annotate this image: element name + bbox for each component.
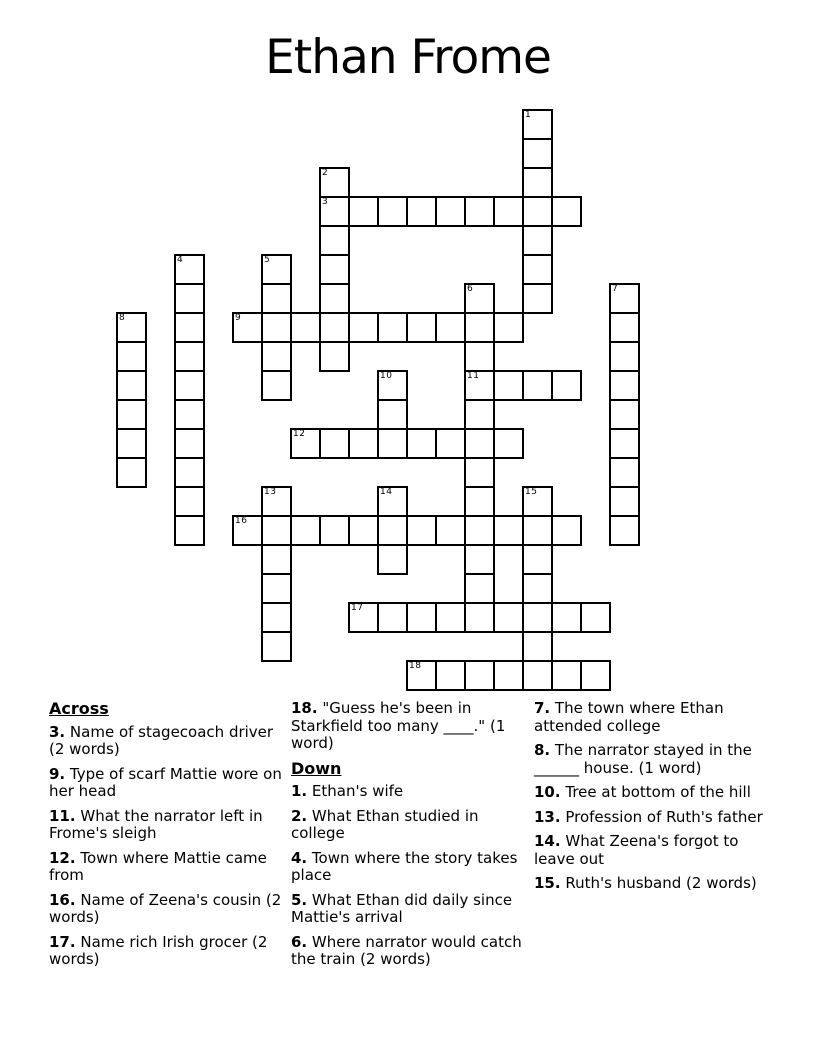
grid-cell[interactable] [523, 516, 552, 545]
cell-number: 15 [525, 487, 538, 497]
grid-cell[interactable] [494, 516, 523, 545]
grid-cell[interactable] [320, 284, 349, 313]
clue-down-6 [291, 934, 529, 969]
cell-number: 13 [264, 487, 277, 497]
cell-number: 2 [322, 168, 329, 178]
clue-number: 13. [534, 807, 561, 826]
grid-cell[interactable] [320, 226, 349, 255]
grid-cell[interactable] [523, 661, 552, 690]
clue-across-9 [49, 766, 287, 801]
grid-cell[interactable] [523, 284, 552, 313]
clue-down-1 [291, 783, 529, 801]
grid-cell[interactable] [465, 400, 494, 429]
grid-cell[interactable] [320, 255, 349, 284]
grid-cell[interactable] [117, 400, 146, 429]
clue-down-2 [291, 808, 529, 843]
cell-number: 16 [235, 516, 248, 526]
clue-across-17 [49, 934, 287, 969]
cell-number: 14 [380, 487, 393, 497]
clue-text: Where narrator would catch the train (2 words) [291, 932, 522, 968]
grid-cell[interactable] [117, 342, 146, 371]
cell-number: 10 [380, 371, 393, 381]
grid-cell[interactable] [465, 661, 494, 690]
grid-cell[interactable] [320, 313, 349, 342]
clue-text: Name rich Irish grocer (2 words) [49, 932, 268, 968]
grid-cell[interactable] [291, 429, 320, 458]
clue-number: 3. [49, 722, 66, 741]
grid-cell[interactable] [552, 197, 581, 226]
grid-cell[interactable] [262, 574, 291, 603]
clue-text: What the narrator left in Frome's sleigh [49, 806, 263, 842]
cell-number: 6 [467, 284, 474, 294]
grid-cell[interactable] [610, 284, 639, 313]
grid-cell[interactable] [523, 226, 552, 255]
clue-down-7 [534, 700, 772, 735]
grid-cell[interactable] [523, 574, 552, 603]
cell-number: 18 [409, 661, 422, 671]
grid-cell[interactable] [465, 516, 494, 545]
clue-number: 18. [291, 699, 318, 717]
grid-cell[interactable] [378, 516, 407, 545]
grid-cell[interactable] [175, 284, 204, 313]
cell-number: 3 [322, 197, 329, 207]
clue-text: Ethan's wife [311, 782, 404, 800]
clue-down-4 [291, 850, 529, 885]
clue-number: 15. [534, 874, 561, 892]
clue-number: 14. [534, 832, 561, 850]
grid-cell[interactable] [175, 400, 204, 429]
clue-number: 17. [49, 932, 76, 951]
grid-cell[interactable] [262, 342, 291, 371]
clue-text: What Zeena's forgot to leave out [534, 832, 739, 868]
grid-cell[interactable] [175, 487, 204, 516]
grid-cell[interactable] [262, 371, 291, 400]
crossword-grid [117, 110, 639, 690]
clue-across-18 [291, 700, 529, 753]
clue-text: Town where Mattie came from [49, 848, 267, 884]
grid-cell[interactable] [552, 516, 581, 545]
clue-text: Profession of Ruth's father [565, 807, 763, 826]
grid-cell[interactable] [262, 632, 291, 661]
grid-cell[interactable] [552, 661, 581, 690]
grid-cell[interactable] [262, 255, 291, 284]
grid-cell[interactable] [494, 429, 523, 458]
grid-cell[interactable] [291, 313, 320, 342]
grid-cell[interactable] [465, 342, 494, 371]
grid-cell[interactable] [465, 371, 494, 400]
clue-down-15 [534, 875, 772, 893]
grid-cell[interactable] [349, 516, 378, 545]
grid-cell[interactable] [436, 516, 465, 545]
grid-cell[interactable] [494, 197, 523, 226]
clue-text: The narrator stayed in the ______ house. (1 word) [534, 741, 752, 777]
grid-cell[interactable] [494, 371, 523, 400]
grid-cell[interactable] [523, 197, 552, 226]
cell-number: 1 [525, 110, 532, 120]
clue-column-2 [291, 700, 529, 976]
clue-number: 10. [534, 783, 561, 801]
clue-list-header: Across [49, 699, 109, 718]
grid-cell[interactable] [552, 603, 581, 632]
clue-number: 5. [291, 890, 308, 909]
clue-number: 2. [291, 806, 308, 825]
cell-number: 7 [612, 284, 619, 294]
clue-text: What Ethan did daily since Mattie's arrival [291, 890, 513, 926]
grid-cell[interactable] [523, 139, 552, 168]
grid-cell[interactable] [610, 429, 639, 458]
grid-cell[interactable] [175, 429, 204, 458]
grid-cell[interactable] [349, 429, 378, 458]
grid-cell[interactable] [465, 429, 494, 458]
cell-number: 5 [264, 255, 271, 265]
grid-cell[interactable] [494, 313, 523, 342]
grid-cell[interactable] [320, 516, 349, 545]
clue-column-3 [534, 700, 772, 900]
grid-cell[interactable] [291, 516, 320, 545]
clue-down-14 [534, 833, 772, 868]
grid-cell[interactable] [523, 487, 552, 516]
clue-text: What Ethan studied in college [291, 806, 479, 842]
grid-cell[interactable] [407, 603, 436, 632]
clue-number: 9. [49, 764, 66, 783]
grid-cell[interactable] [175, 371, 204, 400]
grid-cell[interactable] [117, 313, 146, 342]
grid-cell[interactable] [465, 284, 494, 313]
grid-cell[interactable] [349, 197, 378, 226]
grid-cell[interactable] [175, 516, 204, 545]
grid-cell[interactable] [262, 545, 291, 574]
grid-cell[interactable] [262, 516, 291, 545]
grid-cell[interactable] [407, 516, 436, 545]
clue-down-10 [534, 784, 772, 802]
grid-cell[interactable] [523, 632, 552, 661]
grid-cell[interactable] [465, 197, 494, 226]
clue-text: Name of Zeena's cousin (2 words) [49, 890, 282, 926]
clue-number: 16. [49, 890, 76, 909]
clue-down-8 [534, 742, 772, 777]
clue-number: 1. [291, 782, 308, 800]
grid-cell[interactable] [262, 284, 291, 313]
clue-text: "Guess he's been in Starkfield too many ____." (1 word) [291, 699, 506, 752]
grid-cell[interactable] [465, 603, 494, 632]
grid-cell[interactable] [175, 255, 204, 284]
clue-list-header: Down [291, 758, 342, 778]
grid-cell[interactable] [610, 313, 639, 342]
clue-across-16 [49, 892, 287, 927]
grid-cell[interactable] [465, 313, 494, 342]
grid-cell[interactable] [610, 342, 639, 371]
grid-cell[interactable] [349, 603, 378, 632]
grid-cell[interactable] [320, 197, 349, 226]
page-title: Ethan Frome [265, 30, 551, 85]
grid-cell[interactable] [378, 603, 407, 632]
cell-number: 12 [293, 429, 306, 439]
grid-cell[interactable] [610, 516, 639, 545]
clue-text: The town where Ethan attended college [534, 699, 724, 735]
grid-cell[interactable] [378, 313, 407, 342]
grid-cell[interactable] [494, 603, 523, 632]
clue-down-13 [534, 809, 772, 827]
clue-across-11 [49, 808, 287, 843]
grid-cell[interactable] [523, 255, 552, 284]
grid-cell[interactable] [349, 313, 378, 342]
grid-cell[interactable] [610, 400, 639, 429]
grid-cell[interactable] [320, 429, 349, 458]
grid-cell[interactable] [378, 400, 407, 429]
grid-cell[interactable] [465, 458, 494, 487]
grid-cell[interactable] [320, 342, 349, 371]
clue-text: Type of scarf Mattie wore on her head [49, 764, 282, 800]
clue-across-3 [49, 724, 287, 759]
clue-text: Ruth's husband (2 words) [565, 874, 757, 892]
grid-cell[interactable] [523, 603, 552, 632]
cell-number: 11 [467, 371, 480, 381]
grid-cell[interactable] [175, 342, 204, 371]
clue-number: 7. [534, 699, 551, 717]
grid-cell[interactable] [378, 429, 407, 458]
grid-cell[interactable] [378, 545, 407, 574]
grid-cell[interactable] [117, 371, 146, 400]
cell-number: 17 [351, 603, 364, 613]
grid-cell[interactable] [175, 313, 204, 342]
grid-cell[interactable] [523, 371, 552, 400]
clue-text: Tree at bottom of the hill [565, 783, 751, 801]
grid-cell[interactable] [523, 110, 552, 139]
grid-cell[interactable] [610, 487, 639, 516]
grid-cell[interactable] [436, 603, 465, 632]
grid-cell[interactable] [378, 197, 407, 226]
clue-text: Town where the story takes place [291, 848, 518, 884]
grid-cell[interactable] [465, 487, 494, 516]
grid-cell[interactable] [262, 487, 291, 516]
grid-cell[interactable] [175, 458, 204, 487]
grid-cell[interactable] [407, 429, 436, 458]
grid-cell[interactable] [610, 458, 639, 487]
grid-cell[interactable] [378, 487, 407, 516]
grid-cell[interactable] [262, 313, 291, 342]
grid-cell[interactable] [610, 371, 639, 400]
cell-number: 4 [177, 255, 184, 265]
clue-down-5 [291, 892, 529, 927]
grid-cell[interactable] [523, 168, 552, 197]
clue-number: 6. [291, 932, 308, 951]
clue-number: 8. [534, 741, 551, 759]
grid-cell[interactable] [465, 545, 494, 574]
grid-cell[interactable] [581, 661, 610, 690]
clue-across-12 [49, 850, 287, 885]
grid-cell[interactable] [320, 168, 349, 197]
grid-cell[interactable] [552, 371, 581, 400]
grid-cell[interactable] [436, 197, 465, 226]
grid-cell[interactable] [465, 574, 494, 603]
grid-cell[interactable] [407, 197, 436, 226]
grid-cell[interactable] [581, 603, 610, 632]
clue-text: Name of stagecoach driver (2 words) [49, 722, 274, 758]
grid-cell[interactable] [407, 313, 436, 342]
grid-cell[interactable] [523, 545, 552, 574]
clue-column-1 [49, 700, 287, 976]
grid-cell[interactable] [494, 661, 523, 690]
grid-cell[interactable] [436, 661, 465, 690]
clue-number: 12. [49, 848, 76, 867]
cell-number: 8 [119, 313, 126, 323]
grid-cell[interactable] [233, 313, 262, 342]
grid-cell[interactable] [378, 371, 407, 400]
grid-cell[interactable] [436, 429, 465, 458]
grid-cell[interactable] [117, 429, 146, 458]
grid-cell[interactable] [436, 313, 465, 342]
grid-cell[interactable] [407, 661, 436, 690]
clue-number: 4. [291, 848, 308, 867]
grid-cell[interactable] [117, 458, 146, 487]
clue-number: 11. [49, 806, 76, 825]
cell-number: 9 [235, 313, 242, 323]
grid-cell[interactable] [233, 516, 262, 545]
grid-cell[interactable] [262, 603, 291, 632]
